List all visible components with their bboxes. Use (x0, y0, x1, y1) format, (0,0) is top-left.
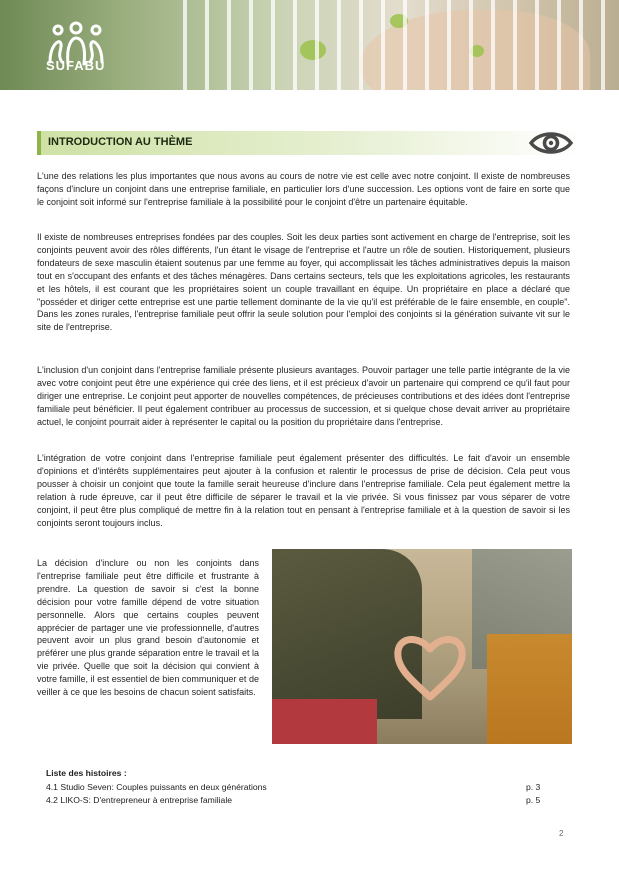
stories-heading: Liste des histoires : (46, 768, 127, 778)
paragraph-couples: Il existe de nombreuses entreprises fondées par des couples. Soit les deux parties sont activement en charge de l'entreprise, soit les conjoints peuvent avoir des rôles différents, l'un étant le visage de l'entreprise et l'autre un rôle de soutien. Historiquement, plusieurs fondateurs de sexe masculin étaient soutenus par une femme au foyer, qui accomplissait les tâches administratives depuis la maison tout en s'occupant des enfants et des tâches ménagères. Dans certains secteurs, tels que les exploitations agricoles, les restaurants et les hôtels, il est courant que les propriétaires soient un couple travaillant en équipe. Un propriétaire en place a déclaré que "posséder et diriger cette entreprise est une partie tellement dominante de la vie qu'il est préférable de le faire ensemble, en couple". Dans les zones rurales, l'entreprise familiale peut offrir la seule solution pour l'emploi des conjoints si la génération suivante vit sur le site de l'entreprise. (37, 232, 570, 333)
heart-hands-icon (390, 627, 470, 702)
paragraph-advantages: L'inclusion d'un conjoint dans l'entreprise familiale présente plusieurs avantages. Pouvoir partager une telle partie intégrante de la vie avec votre conjoint peut être une expérience qui crée des liens, et il est précieux d'avoir un partenaire qui comprend ce qu'il faut pour diriger une entreprise. Le conjoint peut apporter de nouvelles compétences, de précieuses contributions et des idées dont l'entreprise familiale peut bénéficier. Il peut également contribuer au processus de succession, et si quelque chose devait arriver au propriétaire actuel, le conjoint pourrait aider à représenter le capital ou la position du propriétaire dans l'entreprise. (37, 365, 570, 427)
section-title-bar (37, 131, 582, 155)
eye-icon (528, 128, 574, 158)
logo-text: SUFABU (46, 58, 106, 73)
paragraph-difficulties: L'intégration de votre conjoint dans l'entreprise familiale peut également présenter des difficultés. Le fait d'avoir un ensemble d'opinions et d'intérêts supplémentaires peut ajouter à la confusion et ralentir le processus de prise de décision. Cela peut vous pousser à choisir un conjoint que toute la famille serait heureuse d'inclure dans l'entreprise familiale. Cela peut également mettre la relation à rude épreuve, car il peut être difficile de séparer le travail et la vie privée. Si vous finissez par vous séparer de votre conjoint, il peut être plus compliqué de mettre fin à la relation tout en pensant à l'entreprise familiale et à la question de savoir si les conjoints seront toujours inclus. (37, 453, 570, 528)
story-item[interactable] (46, 781, 556, 794)
story-title: 4.2 LIKO-S: D'entrepreneur à entreprise familiale (46, 795, 233, 805)
banner-slats (165, 0, 619, 90)
story-page: p. 5 (526, 795, 541, 805)
photo-pants (487, 634, 572, 744)
header-banner (0, 0, 619, 90)
section-title: INTRODUCTION AU THÈME (48, 136, 193, 148)
page-number: 2 (559, 829, 564, 838)
photo-jeans (272, 699, 377, 744)
couple-heart-hands-photo (272, 549, 572, 744)
stories-list (46, 768, 556, 807)
paragraph-decision: La décision d'inclure ou non les conjoints dans l'entreprise familiale peut être difficile et frustrante à prendre. La question de savoir si c'est la bonne décision pour votre famille dépend de votre situation personnelle. Alors que certains couples peuvent apprécier de partager une vie professionnelle, d'autres peuvent avoir un plus grand besoin d'autonomie et préférer une plus grande séparation entre le travail et la vie privée. Quelle que soit la décision qui convient à votre famille, il est essentiel de bien communiquer et de veiller à ce que les besoins de chacun soient satisfaits. (37, 558, 259, 698)
paragraph-intro: L'une des relations les plus importantes que nous avons au cours de notre vie est celle avec notre conjoint. Il existe de nombreuses façons d'inclure un conjoint dans une entreprise familiale, en particulier lors d'une succession. Les options vont de faire en sorte que le conjoint soit informé sur l'entreprise familiale à la possibilité pour le conjoint d'être un partenaire équitable. (37, 171, 570, 207)
story-page: p. 3 (526, 782, 541, 792)
story-title: 4.1 Studio Seven: Couples puissants en deux générations (46, 782, 267, 792)
story-item[interactable] (46, 794, 556, 807)
